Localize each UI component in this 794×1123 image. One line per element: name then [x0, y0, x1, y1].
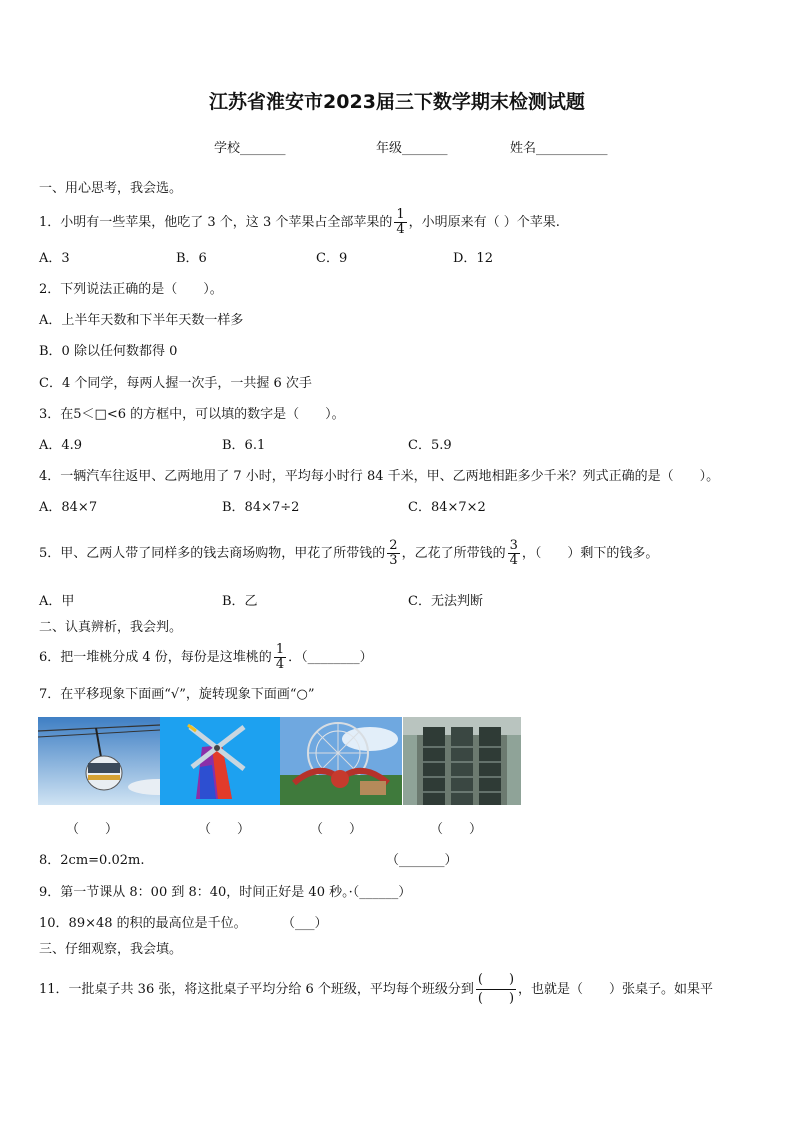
ferris-wheel-picture: [280, 717, 402, 805]
q4-option-b[interactable]: B．84×7÷2: [222, 500, 300, 515]
question-5: [39, 538, 658, 570]
question-7: 7．在平移现象下面画“√”，旋转现象下面画“○”: [39, 687, 315, 702]
q11-frac-den[interactable]: ( ): [477, 991, 515, 1006]
q7-blank-4[interactable]: （ ）: [430, 822, 483, 837]
q1-frac-num: 1: [396, 207, 405, 222]
windmill-picture: [160, 717, 282, 805]
q1-option-d[interactable]: D．12: [453, 251, 493, 266]
cable-car-picture: [38, 717, 160, 805]
q6-text-pre: 6．把一堆桃分成 4 份，每份是这堆桃的: [39, 650, 272, 665]
q1-text-post: ，小明原来有（ ）个苹果.: [408, 215, 560, 230]
q5-option-a[interactable]: A．甲: [39, 594, 75, 609]
q3-option-a[interactable]: A．4.9: [39, 438, 83, 453]
name-field[interactable]: 姓名___________: [510, 141, 608, 156]
page-title: 江苏省淮安市2023届三下数学期末检测试题: [209, 91, 585, 113]
q11-fraction: [476, 971, 516, 1008]
question-2: 2．下列说法正确的是（ ）。: [39, 282, 223, 297]
q1-option-b[interactable]: B．6: [176, 251, 207, 266]
question-8: 8．2cm=0.02m.: [39, 853, 145, 868]
q1-frac-den: 4: [396, 222, 405, 237]
q7-blank-1[interactable]: （ ）: [66, 822, 119, 837]
q1-text-pre: 1．小明有一些苹果，他吃了 3 个，这 3 个苹果占全部苹果的: [39, 215, 393, 230]
q6-fraction: [274, 643, 286, 672]
section-heading-2: 二、认真辨析，我会判。: [39, 620, 183, 635]
q6-frac-den: 4: [275, 657, 285, 672]
q5-fraction-1: [387, 539, 399, 568]
q2-option-a[interactable]: A．上半年天数和下半年天数一样多: [39, 313, 244, 328]
q11-frac-num[interactable]: ( ): [476, 971, 516, 990]
q5-f2-den: 4: [509, 553, 518, 568]
q5-text-post: ，（ ）剩下的钱多。: [521, 546, 659, 561]
section-heading-1: 一、用心思考，我会选。: [39, 181, 183, 196]
q5-text-mid: ，乙花了所带钱的: [401, 546, 506, 561]
question-11: [39, 970, 713, 1010]
q5-f2-num: 3: [509, 538, 518, 553]
q2-option-c[interactable]: C．4 个同学，每两人握一次手，一共握 6 次手: [39, 376, 312, 391]
q4-option-c[interactable]: C．84×7×2: [408, 500, 486, 515]
q8-blank[interactable]: （_______）: [386, 853, 458, 868]
grade-field[interactable]: 年级_______: [376, 141, 448, 156]
q1-option-c[interactable]: C．9: [316, 251, 348, 266]
question-10: 10．89×48 的积的最高位是千位。: [39, 916, 247, 931]
q1-option-a[interactable]: A．3: [39, 251, 70, 266]
q5-f1-den: 3: [389, 553, 398, 568]
q5-text-pre: 5．甲、乙两人带了同样多的钱去商场购物，甲花了所带钱的: [39, 546, 386, 561]
q11-text-post: ，也就是（ ）张桌子。如果平: [518, 982, 714, 997]
q5-f1-num: 2: [389, 538, 398, 553]
question-6: [39, 642, 373, 674]
q3-option-c[interactable]: C．5.9: [408, 438, 452, 453]
question-1: [39, 208, 560, 238]
q5-option-c[interactable]: C．无法判断: [408, 594, 483, 609]
q11-text-pre: 11．一批桌子共 36 张，将这批桌子平均分给 6 个班级，平均每个班级分到: [39, 982, 474, 997]
q5-fraction-2: [508, 539, 520, 568]
question-3: 3．在5＜□<6 的方框中，可以填的数字是（ ）。: [39, 407, 345, 422]
q5-option-b[interactable]: B．乙: [222, 594, 258, 609]
q7-blank-3[interactable]: （ ）: [310, 822, 363, 837]
q6-frac-num: 1: [275, 642, 285, 657]
question-4: 4．一辆汽车往返甲、乙两地用了 7 小时，平均每小时行 84 千米，甲、乙两地相距多少千米？列式正确的是（ ）。: [39, 469, 720, 484]
q1-fraction: [394, 208, 406, 237]
q6-text-post: ．（________）: [288, 650, 373, 665]
q7-blank-2[interactable]: （ ）: [198, 822, 251, 837]
escalator-picture: [403, 717, 521, 805]
q10-blank[interactable]: （___）: [282, 916, 328, 931]
section-heading-3: 三、仔细观察，我会填。: [39, 942, 183, 957]
question-9: 9．第一节课从 8：00 到 8：40，时间正好是 40 秒。·（______）: [39, 885, 412, 900]
school-field[interactable]: 学校_______: [214, 141, 286, 156]
q3-option-b[interactable]: B．6.1: [222, 438, 266, 453]
q4-option-a[interactable]: A．84×7: [39, 500, 98, 515]
q2-option-b[interactable]: B．0 除以任何数都得 0: [39, 344, 178, 359]
